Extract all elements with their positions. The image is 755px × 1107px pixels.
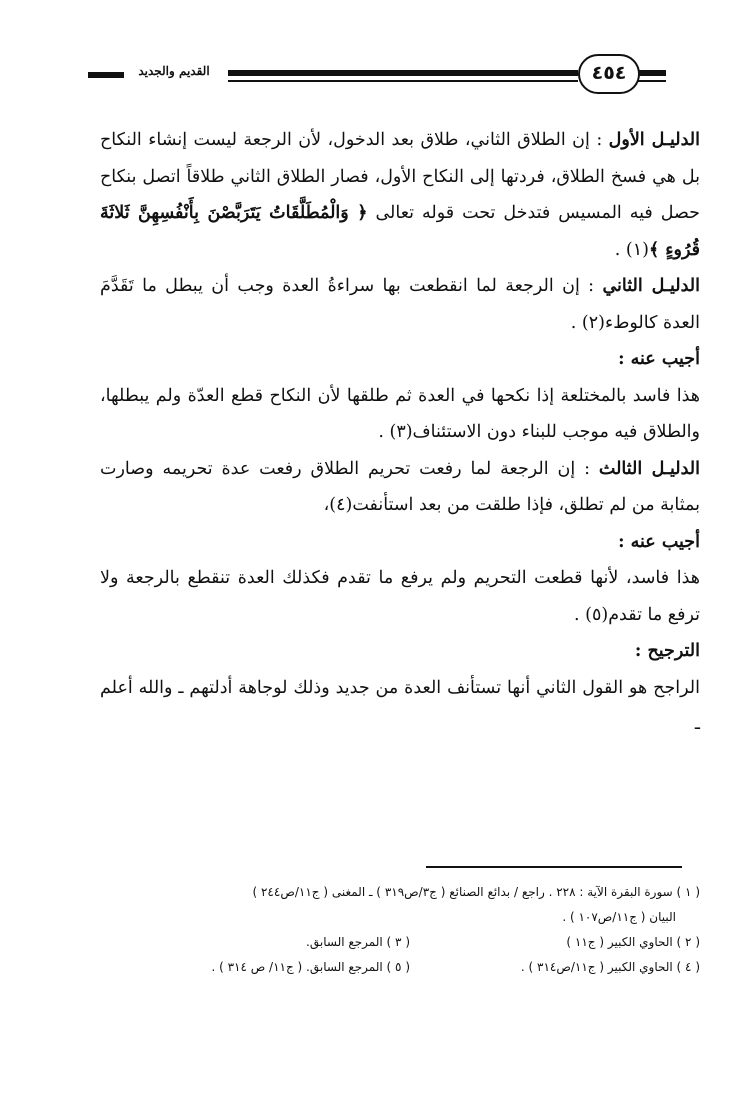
running-header-title: القديم والجديد — [138, 64, 210, 78]
main-text — [100, 122, 700, 743]
evidence-3-paragraph — [100, 451, 700, 524]
footnote-3: ( ٣ ) المرجع السابق. — [306, 935, 410, 949]
tarjih-heading: الترجيح : — [634, 641, 700, 661]
header-rule-thin — [228, 80, 578, 82]
footnote-separator — [426, 866, 682, 868]
header-rule-right-thin — [638, 80, 666, 82]
answer-1-text: هذا فاسد بالمختلعة إذا نكحها في العدة ثم طلقها لأن النكاح قطع العدّة ولم يبطلها، والطلاق فيه موجب للبناء دون الاستئناف(٣) . — [100, 385, 700, 442]
evidence-2-paragraph — [100, 268, 700, 341]
evidence-3-text: : إن الرجعة لما رفعت تحريم الطلاق رفعت عدة تحريمه وصارت بمثابة من لم تطلق، فإذا طلقت من بعد استأنفت(٤)، — [100, 458, 700, 515]
answer-2-heading: أجيب عنه : — [618, 531, 700, 552]
footnote-row-2-3 — [100, 930, 700, 955]
evidence-1-text: : إن الطلاق الثاني، طلاق بعد الدخول، لأن الرجعة ليست إنشاء النكاح بل هي فسخ الطلاق، فردتها إلى النكاح الأول، فصار الطلاق الثاني طلاقاً اتصل بنكاح حصل فيه المسيس فتدخل تحت قوله تعالى — [100, 130, 700, 223]
header-rule-right-thick — [638, 70, 666, 76]
quran-verse: ﴿ وَالْمُطَلَّقَاتُ يَتَرَبَّصْنَ بِأَنْفُسِهِنَّ ثَلاثَةَ قُرُوءٍ ﴾ — [100, 203, 700, 260]
footnote-1: ( ١ ) سورة البقرة الآية : ٢٢٨ . راجع / بدائع الصنائع ( ج٣/ص٣١٩ ) ـ المغنى ( ج١١/ص٢٤٤ ) — [252, 885, 700, 899]
evidence-2-label: الدليـل الثاني — [602, 276, 700, 296]
evidence-1-paragraph — [100, 122, 700, 268]
tarjih-text: الراجح هو القول الثاني أنها تستأنف العدة من جديد وذلك لوجاهة أدلتهم ـ والله أعلم ـ — [100, 677, 700, 734]
header-rule-thick — [228, 70, 578, 76]
footnote-row-4-5 — [100, 955, 700, 980]
evidence-1-label: الدليـل الأول — [608, 130, 700, 150]
footnote-5: ( ٥ ) المرجع السابق. ( ج١١/ ص ٣١٤ ) . — [211, 960, 410, 974]
footnote-1-continued: البيان ( ج١١/ص١٠٧ ) . — [562, 910, 676, 924]
page-number: ٤٥٤ — [578, 54, 640, 94]
evidence-2-text: : إن الرجعة لما انقطعت بها سراءةُ العدة وجب أن يبطل ما تَقَدَّمَ العدة كالوطء(٢) . — [100, 276, 700, 333]
header-rule-left — [88, 72, 124, 78]
answer-2-text: هذا فاسد، لأنها قطعت التحريم ولم يرفع ما تقدم فكذلك العدة تنقطع بالرجعة ولا ترفع ما تقدم(٥) . — [100, 568, 700, 625]
answer-1-heading: أجيب عنه : — [618, 349, 700, 369]
footnote-4: ( ٤ ) الحاوي الكبير ( ج١١/ص٣١٤ ) . — [520, 960, 700, 974]
footnote-2: ( ٢ ) الحاوي الكبير ( ج١١ ) — [566, 935, 700, 949]
evidence-1-ref: (١) . — [614, 239, 649, 260]
evidence-3-label: الدليـل الثالث — [598, 458, 700, 479]
footnotes — [100, 880, 700, 980]
